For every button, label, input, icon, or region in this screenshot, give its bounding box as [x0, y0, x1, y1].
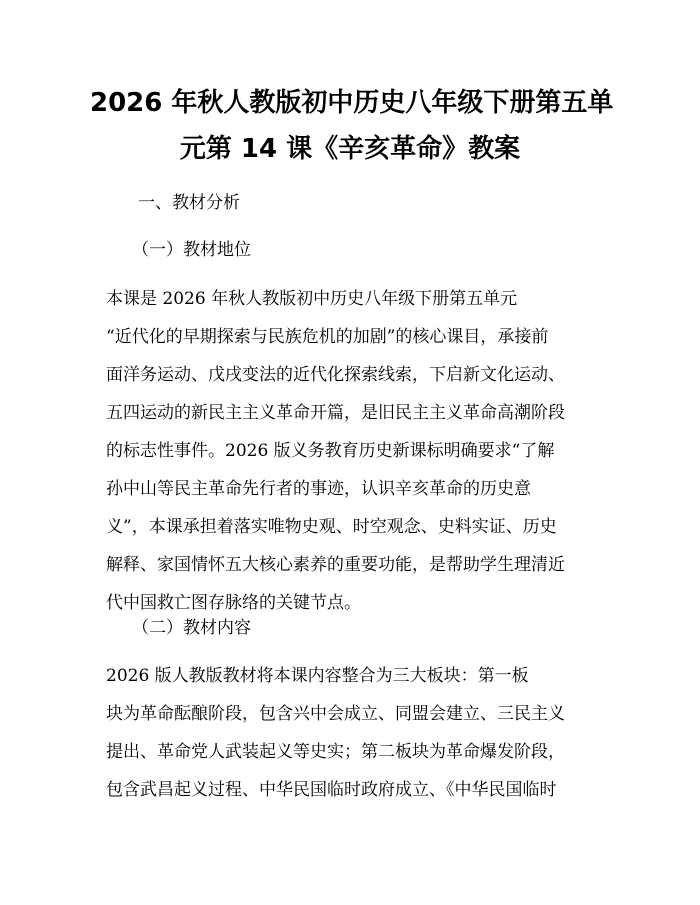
paragraph-2-line: 块为革命酝酿阶段，包含兴中会成立、同盟会建立、三民主义: [106, 704, 565, 724]
paragraph-1-line: 面洋务运动、戊戌变法的近代化探索线索，下启新文化运动、: [106, 365, 565, 385]
paragraph-1-line: 的标志性事件。2026 版义务教育历史新课标明确要求“了解: [106, 441, 555, 461]
document-title-line-1: 2026 年秋人教版初中历史八年级下册第五单: [90, 88, 614, 118]
paragraph-1-line: 五四运动的新民主主义革命开篇，是旧民主主义革命高潮阶段: [106, 403, 565, 423]
subsection-heading-textbook-status: （一）教材地位: [132, 240, 251, 260]
paragraph-1-line: 孙中山等民主革命先行者的事迹，认识辛亥革命的历史意: [106, 479, 531, 499]
paragraph-1-line: 义”，本课承担着落实唯物史观、时空观念、史料实证、历史: [106, 517, 557, 537]
paragraph-2-line: 包含武昌起义过程、中华民国临时政府成立、《中华民国临时: [106, 780, 557, 800]
paragraph-2-line: 提出、革命党人武装起义等史实；第二板块为革命爆发阶段，: [106, 742, 565, 762]
subsection-heading-textbook-content: （二）教材内容: [132, 618, 251, 638]
paragraph-1-line: 本课是 2026 年秋人教版初中历史八年级下册第五单元: [106, 289, 518, 309]
paragraph-2-line: 2026 版人教版教材将本课内容整合为三大板块：第一板: [106, 666, 529, 686]
paragraph-1-line: “近代化的早期探索与民族危机的加剧”的核心课目，承接前: [106, 327, 549, 347]
paragraph-1-line: 解释、家国情怀五大核心素养的重要功能，是帮助学生理清近: [106, 555, 565, 575]
section-heading-textbook-analysis: 一、教材分析: [138, 193, 240, 213]
paragraph-1-line: 代中国救亡图存脉络的关键节点。: [106, 593, 361, 613]
document-title-line-2: 元第 14 课《辛亥革命》教案: [179, 134, 521, 164]
